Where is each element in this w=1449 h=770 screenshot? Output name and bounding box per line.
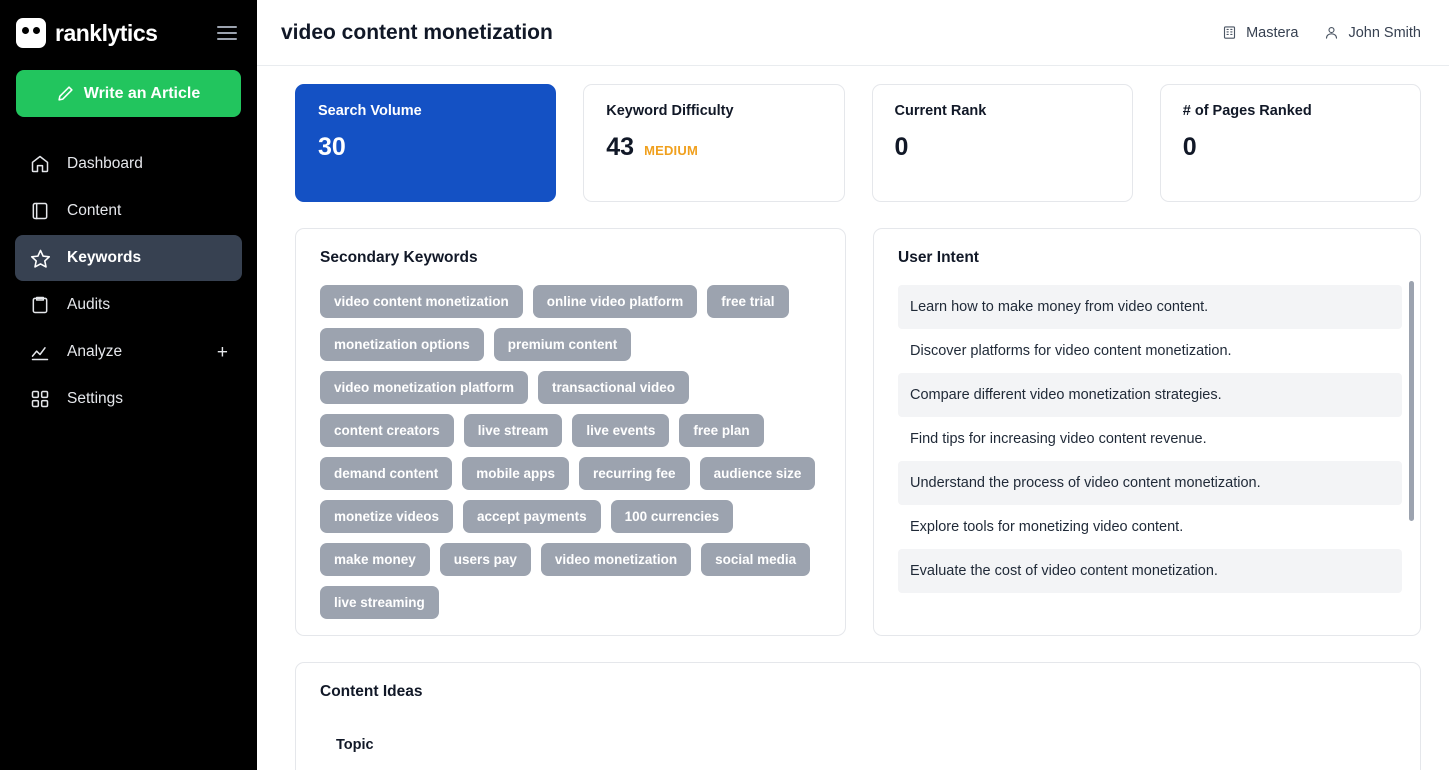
user-intent-list: [898, 285, 1402, 593]
kpi-value-wrap: [895, 133, 1110, 162]
sidebar-item-content[interactable]: [15, 188, 242, 234]
sidebar-item-label: Analyze: [67, 343, 123, 360]
keyword-chip[interactable]: live streaming: [320, 586, 439, 619]
list-item[interactable]: Evaluate the cost of video content monetization.: [898, 549, 1402, 593]
keyword-chip[interactable]: video monetization: [541, 543, 691, 576]
user-label: John Smith: [1348, 24, 1421, 41]
kpi-value-wrap: [1183, 133, 1398, 162]
user-intent-panel: [873, 228, 1421, 636]
pen-icon: [57, 85, 74, 102]
sidebar: [0, 0, 257, 770]
keyword-chip[interactable]: content creators: [320, 414, 454, 447]
brand-name: ranklytics: [55, 19, 158, 46]
star-icon: [29, 247, 51, 269]
kpi-card-keyword-difficulty[interactable]: [583, 84, 844, 202]
difficulty-badge: MEDIUM: [644, 143, 698, 158]
kpi-label: Search Volume: [318, 103, 422, 119]
kpi-value-wrap: [318, 133, 533, 162]
add-analysis-icon[interactable]: +: [216, 341, 228, 363]
keyword-chip[interactable]: 100 currencies: [611, 500, 734, 533]
workspace-label: Mastera: [1246, 24, 1299, 41]
table-header-topic: Topic: [336, 737, 374, 753]
keyword-chip[interactable]: transactional video: [538, 371, 689, 404]
list-item[interactable]: Understand the process of video content monetization.: [898, 461, 1402, 505]
kpi-value: 0: [1182, 133, 1197, 161]
keyword-chip[interactable]: live stream: [464, 414, 563, 447]
sidebar-item-analyze[interactable]: [15, 329, 242, 375]
clipboard-icon: [29, 294, 51, 316]
list-item[interactable]: Compare different video monetization strategies.: [898, 373, 1402, 417]
main-area: [257, 0, 1449, 770]
panel-title: Content Ideas: [320, 683, 423, 700]
keyword-chip[interactable]: accept payments: [463, 500, 601, 533]
page-title: video content monetization: [281, 20, 553, 44]
kpi-value: 0: [894, 133, 909, 161]
kpi-row: [295, 84, 1421, 202]
kpi-value-wrap: [606, 133, 821, 162]
panel-title: User Intent: [898, 249, 979, 266]
chart-line-icon: [29, 341, 51, 363]
building-icon: [1222, 25, 1237, 40]
kpi-card-search-volume[interactable]: [295, 84, 556, 202]
sidebar-item-audits[interactable]: [15, 282, 242, 328]
keyword-chip[interactable]: make money: [320, 543, 430, 576]
logo-icon: [16, 18, 46, 48]
document-icon: [29, 200, 51, 222]
sidebar-item-label: Settings: [67, 390, 124, 407]
secondary-keywords-panel: [295, 228, 846, 636]
keyword-chip[interactable]: users pay: [440, 543, 531, 576]
keyword-chip[interactable]: video content monetization: [320, 285, 523, 318]
kpi-card-current-rank[interactable]: [872, 84, 1133, 202]
kpi-value: 43: [606, 133, 635, 161]
sidebar-item-label: Content: [67, 202, 122, 219]
keyword-chip[interactable]: free plan: [679, 414, 763, 447]
keyword-chip[interactable]: mobile apps: [462, 457, 569, 490]
user-icon: [1324, 25, 1339, 40]
kpi-label: Current Rank: [894, 103, 987, 119]
list-item[interactable]: Explore tools for monetizing video content.: [910, 519, 1184, 535]
write-article-label: Write an Article: [83, 84, 201, 102]
list-item[interactable]: Find tips for increasing video content revenue.: [910, 431, 1207, 447]
list-item[interactable]: Discover platforms for video content monetization.: [910, 343, 1232, 359]
grid-icon: [29, 388, 51, 410]
topbar-right: [1222, 25, 1421, 41]
list-item[interactable]: Learn how to make money from video content.: [898, 285, 1402, 329]
sidebar-item-label: Audits: [67, 296, 111, 313]
home-icon: [29, 153, 51, 175]
keyword-chip[interactable]: recurring fee: [579, 457, 690, 490]
sidebar-item-settings[interactable]: [15, 376, 242, 422]
panel-title: Secondary Keywords: [320, 249, 478, 266]
sidebar-item-keywords[interactable]: [15, 235, 242, 281]
keyword-chip[interactable]: video monetization platform: [320, 371, 528, 404]
kpi-card-pages-ranked[interactable]: [1160, 84, 1421, 202]
sidebar-item-label: Keywords: [67, 249, 142, 266]
content-area: [257, 66, 1449, 770]
keyword-chip[interactable]: live events: [572, 414, 669, 447]
sidebar-nav: [0, 141, 257, 423]
user-menu[interactable]: [1324, 25, 1421, 41]
kpi-label: # of Pages Ranked: [1182, 103, 1312, 119]
panel-row: [295, 228, 1421, 636]
content-ideas-panel: [295, 662, 1421, 770]
keyword-chip[interactable]: monetize videos: [320, 500, 453, 533]
topbar: [257, 0, 1449, 66]
sidebar-item-dashboard[interactable]: [15, 141, 242, 187]
keyword-chip[interactable]: monetization options: [320, 328, 484, 361]
kpi-label: Keyword Difficulty: [606, 103, 734, 119]
keyword-chip[interactable]: free trial: [707, 285, 788, 318]
kpi-value: 30: [318, 133, 346, 161]
hamburger-icon[interactable]: [217, 26, 237, 40]
keyword-chip[interactable]: demand content: [320, 457, 452, 490]
workspace-selector[interactable]: [1222, 25, 1298, 41]
keyword-chip[interactable]: social media: [701, 543, 810, 576]
brand-row: [0, 0, 257, 54]
scrollbar-thumb[interactable]: [1409, 281, 1414, 521]
keyword-chip[interactable]: online video platform: [533, 285, 698, 318]
keyword-chip[interactable]: audience size: [700, 457, 816, 490]
brand[interactable]: [16, 18, 157, 48]
keyword-chip[interactable]: premium content: [494, 328, 632, 361]
sidebar-item-label: Dashboard: [67, 155, 143, 172]
write-article-button[interactable]: [16, 70, 241, 117]
keyword-chip-list: [320, 285, 821, 619]
